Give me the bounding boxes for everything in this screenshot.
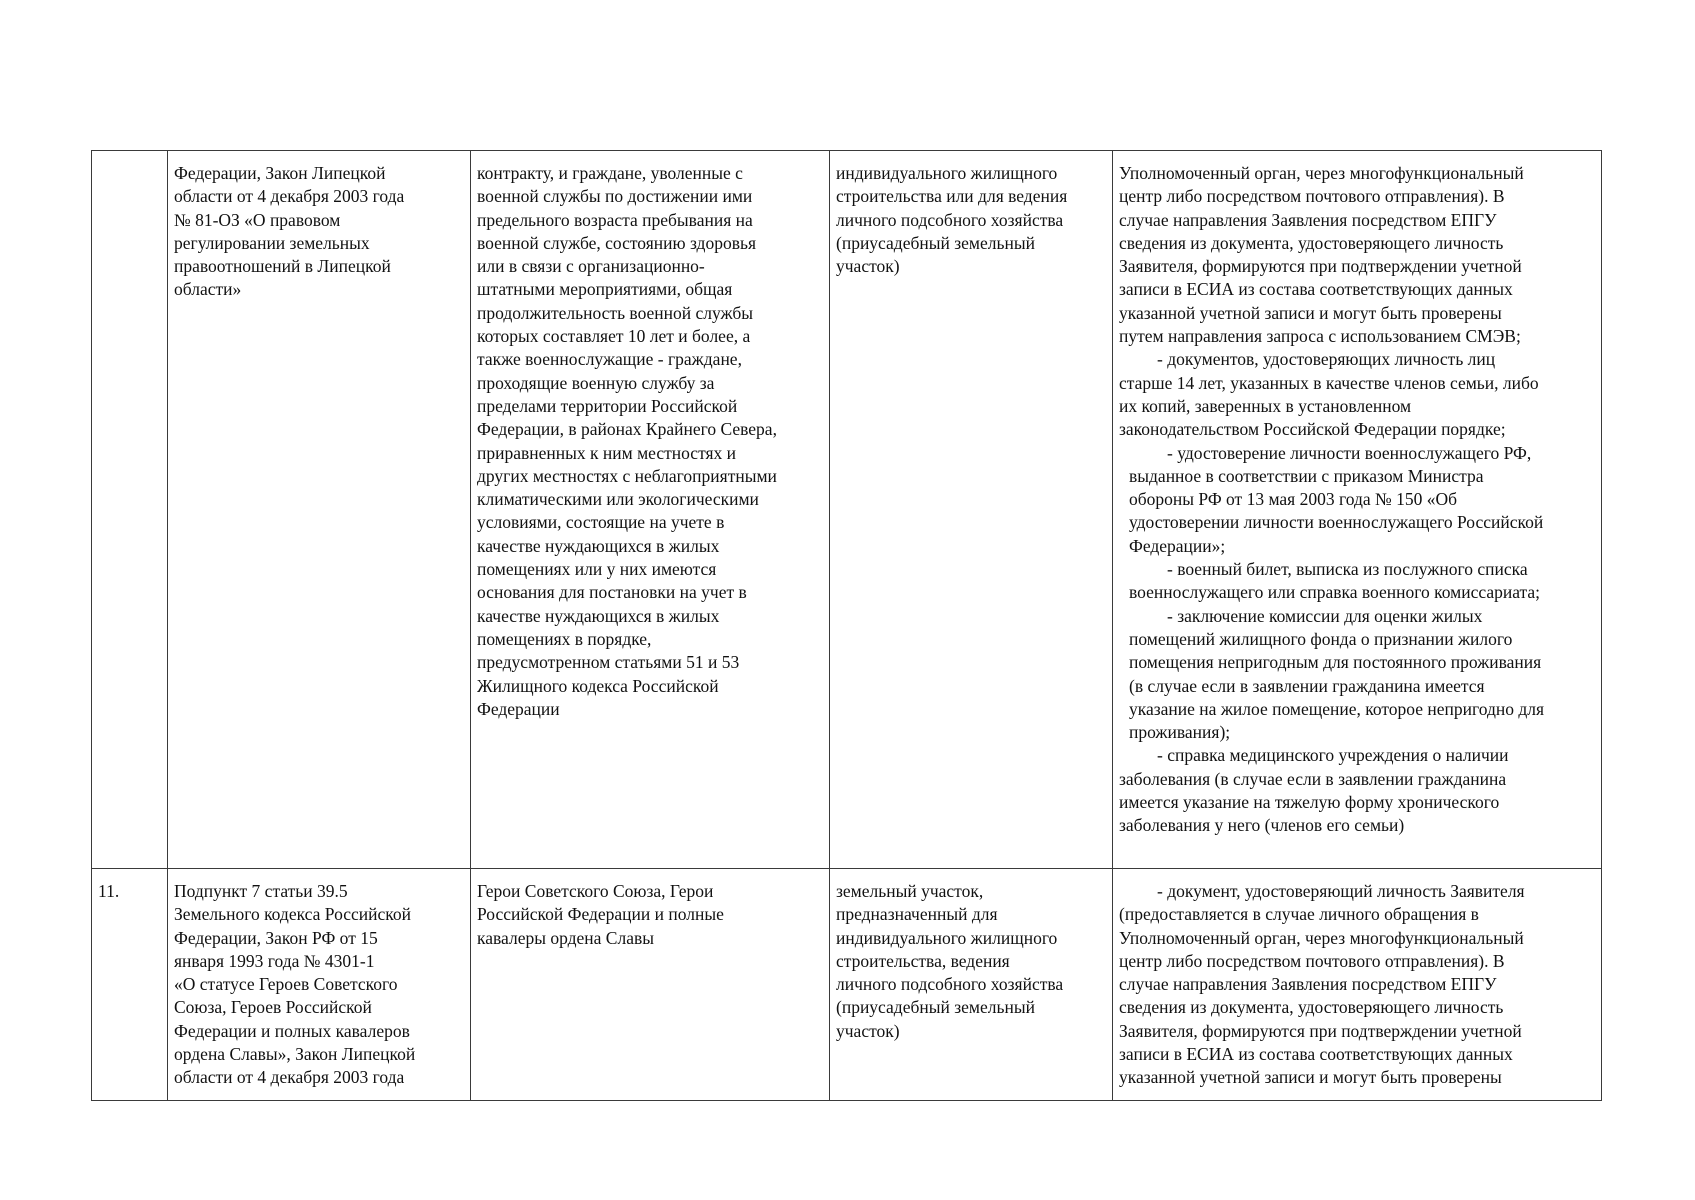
text-line: области от 4 декабря 2003 года bbox=[174, 1067, 405, 1088]
text-line: Федерации, Закон РФ от 15 bbox=[174, 927, 378, 948]
text-line: также военнослужащие - граждане, bbox=[477, 349, 742, 370]
text-line: участок) bbox=[836, 1020, 900, 1041]
text-line: продолжительность военной службы bbox=[477, 302, 754, 323]
text-line: января 1993 года № 4301-1 bbox=[174, 950, 375, 971]
text-line: военной службы по достижении ими bbox=[477, 186, 753, 207]
text-line: пределами территории Российской bbox=[477, 395, 738, 416]
text-line: - документов, удостоверяющих личность лиц bbox=[1157, 349, 1496, 370]
text-line: имеется указание на тяжелую форму хронического bbox=[1119, 792, 1500, 813]
text-line: указанной учетной записи и могут быть проверены bbox=[1119, 302, 1502, 323]
document-table bbox=[91, 150, 1602, 1101]
text-line: качестве нуждающихся в жилых bbox=[477, 535, 720, 556]
text-line: области от 4 декабря 2003 года bbox=[174, 186, 405, 207]
required-documents-cell bbox=[1113, 869, 1602, 1101]
text-line: обороны РФ от 13 мая 2003 года № 150 «Об bbox=[1129, 489, 1457, 510]
text-line: других местностях с неблагоприятными bbox=[477, 465, 777, 486]
applicant-category-cell bbox=[471, 151, 830, 869]
text-line: Федерации»; bbox=[1129, 535, 1226, 556]
text-line: Уполномоченный орган, через многофункциональный bbox=[1119, 927, 1524, 948]
text-line: помещения непригодным для постоянного проживания bbox=[1129, 652, 1542, 673]
text-line: военнослужащего или справка военного комиссариата; bbox=[1129, 582, 1541, 603]
text-line: заболевания (в случае если в заявлении гражданина bbox=[1119, 768, 1507, 789]
text-line: записи в ЕСИА из состава соответствующих данных bbox=[1119, 1044, 1513, 1065]
legal-basis-cell bbox=[168, 151, 471, 869]
text-line: контракту, и граждане, уволенные с bbox=[477, 163, 743, 183]
text-line: - военный билет, выписка из послужного списка bbox=[1167, 559, 1528, 580]
text-line: ордена Славы», Закон Липецкой bbox=[174, 1044, 416, 1065]
text-line: Уполномоченный орган, через многофункциональный bbox=[1119, 163, 1524, 183]
text-line: проходящие военную службу за bbox=[477, 372, 715, 393]
table-row bbox=[92, 151, 1602, 869]
text-line: условиями, состоящие на учете в bbox=[477, 512, 725, 533]
text-line: индивидуального жилищного bbox=[836, 927, 1058, 948]
text-line: записи в ЕСИА из состава соответствующих данных bbox=[1119, 279, 1513, 300]
text-line: регулировании земельных bbox=[174, 232, 370, 253]
text-line: выданное в соответствии с приказом Министра bbox=[1129, 465, 1484, 486]
land-purpose-cell bbox=[830, 869, 1113, 1101]
text-line: личного подсобного хозяйства bbox=[836, 974, 1064, 995]
text-line: земельный участок, bbox=[836, 881, 984, 901]
text-line: - документ, удостоверяющий личность Заявителя bbox=[1157, 881, 1525, 901]
text-line: штатными мероприятиями, общая bbox=[477, 279, 733, 300]
text-line: помещений жилищного фонда о признании жилого bbox=[1129, 628, 1513, 649]
text-line: Заявителя, формируются при подтверждении учетной bbox=[1119, 256, 1522, 277]
text-line: сведения из документа, удостоверяющего личность bbox=[1119, 997, 1504, 1018]
text-line: Федерации, Закон Липецкой bbox=[174, 163, 386, 183]
text-line: Подпункт 7 статьи 39.5 bbox=[174, 881, 348, 901]
text-line: Земельного кодекса Российской bbox=[174, 904, 412, 925]
text-line: помещениях в порядке, bbox=[477, 628, 652, 649]
row-number-cell bbox=[92, 869, 168, 1101]
text-line: климатическими или экологическими bbox=[477, 489, 759, 510]
text-line: путем направления запроса с использованием СМЭВ; bbox=[1119, 326, 1521, 347]
text-line: Союза, Героев Российской bbox=[174, 997, 372, 1018]
applicant-category-cell bbox=[471, 869, 830, 1101]
required-documents-cell bbox=[1113, 151, 1602, 869]
table-row bbox=[92, 869, 1602, 1101]
text-line: предназначенный для bbox=[836, 904, 998, 925]
text-line: их копий, заверенных в установленном bbox=[1119, 395, 1412, 416]
text-line: - заключение комиссии для оценки жилых bbox=[1167, 605, 1483, 626]
text-line: случае направления Заявления посредством ЕПГУ bbox=[1119, 209, 1497, 230]
text-line: Российской Федерации и полные bbox=[477, 904, 724, 925]
text-line: или в связи с организационно- bbox=[477, 256, 705, 277]
text-line: указанной учетной записи и могут быть проверены bbox=[1119, 1067, 1502, 1088]
text-line: качестве нуждающихся в жилых bbox=[477, 605, 720, 626]
text-line: «О статусе Героев Советского bbox=[174, 974, 398, 995]
text-line: основания для постановки на учет в bbox=[477, 582, 747, 603]
text-line: Федерации, в районах Крайнего Севера, bbox=[477, 419, 777, 440]
text-line: указание на жилое помещение, которое непригодно для bbox=[1129, 698, 1545, 719]
text-line: (предоставляется в случае личного обращения в bbox=[1119, 904, 1479, 925]
text-line: строительства, ведения bbox=[836, 950, 1010, 971]
text-line: проживания); bbox=[1129, 722, 1231, 743]
text-line: (приусадебный земельный bbox=[836, 232, 1035, 253]
text-line: предельного возраста пребывания на bbox=[477, 209, 753, 230]
text-line: которых составляет 10 лет и более, а bbox=[477, 326, 751, 347]
text-line: приравненных к ним местностях и bbox=[477, 442, 737, 463]
text-line: военной службе, состоянию здоровья bbox=[477, 232, 756, 253]
text-line: удостоверении личности военнослужащего Российской bbox=[1129, 512, 1544, 533]
text-line: центр либо посредством почтового отправления). В bbox=[1119, 950, 1505, 971]
text-line: - удостоверение личности военнослужащего РФ, bbox=[1167, 442, 1532, 463]
legal-basis-cell bbox=[168, 869, 471, 1101]
text-line: Федерации bbox=[477, 698, 560, 719]
text-line: № 81-ОЗ «О правовом bbox=[174, 209, 341, 230]
text-line: индивидуального жилищного bbox=[836, 163, 1058, 183]
text-line: случае направления Заявления посредством ЕПГУ bbox=[1119, 974, 1497, 995]
row-number-cell bbox=[92, 151, 168, 869]
text-line: (в случае если в заявлении гражданина имеется bbox=[1129, 675, 1485, 696]
text-line: сведения из документа, удостоверяющего личность bbox=[1119, 232, 1504, 253]
text-line: участок) bbox=[836, 256, 900, 277]
text-line: помещениях или у них имеются bbox=[477, 559, 717, 580]
land-purpose-cell bbox=[830, 151, 1113, 869]
text-line: Жилищного кодекса Российской bbox=[477, 675, 719, 696]
text-line: Заявителя, формируются при подтверждении учетной bbox=[1119, 1020, 1522, 1041]
text-line: предусмотренном статьями 51 и 53 bbox=[477, 652, 740, 673]
text-line: Герои Советского Союза, Герои bbox=[477, 881, 714, 901]
text-line: заболевания у него (членов его семьи) bbox=[1119, 815, 1405, 836]
text-line: строительства или для ведения bbox=[836, 186, 1068, 207]
text-line: кавалеры ордена Славы bbox=[477, 927, 654, 948]
text-line: (приусадебный земельный bbox=[836, 997, 1035, 1018]
text-line: области» bbox=[174, 279, 242, 300]
text-line: Федерации и полных кавалеров bbox=[174, 1020, 410, 1041]
text-line: старше 14 лет, указанных в качестве членов семьи, либо bbox=[1119, 372, 1539, 393]
text-line: правоотношений в Липецкой bbox=[174, 256, 391, 277]
text-line: законодательством Российской Федерации порядке; bbox=[1119, 419, 1506, 440]
text-line: личного подсобного хозяйства bbox=[836, 209, 1064, 230]
text-line: центр либо посредством почтового отправления). В bbox=[1119, 186, 1505, 207]
row-number: 11. bbox=[98, 881, 120, 901]
text-line: - справка медицинского учреждения о наличии bbox=[1157, 745, 1509, 766]
